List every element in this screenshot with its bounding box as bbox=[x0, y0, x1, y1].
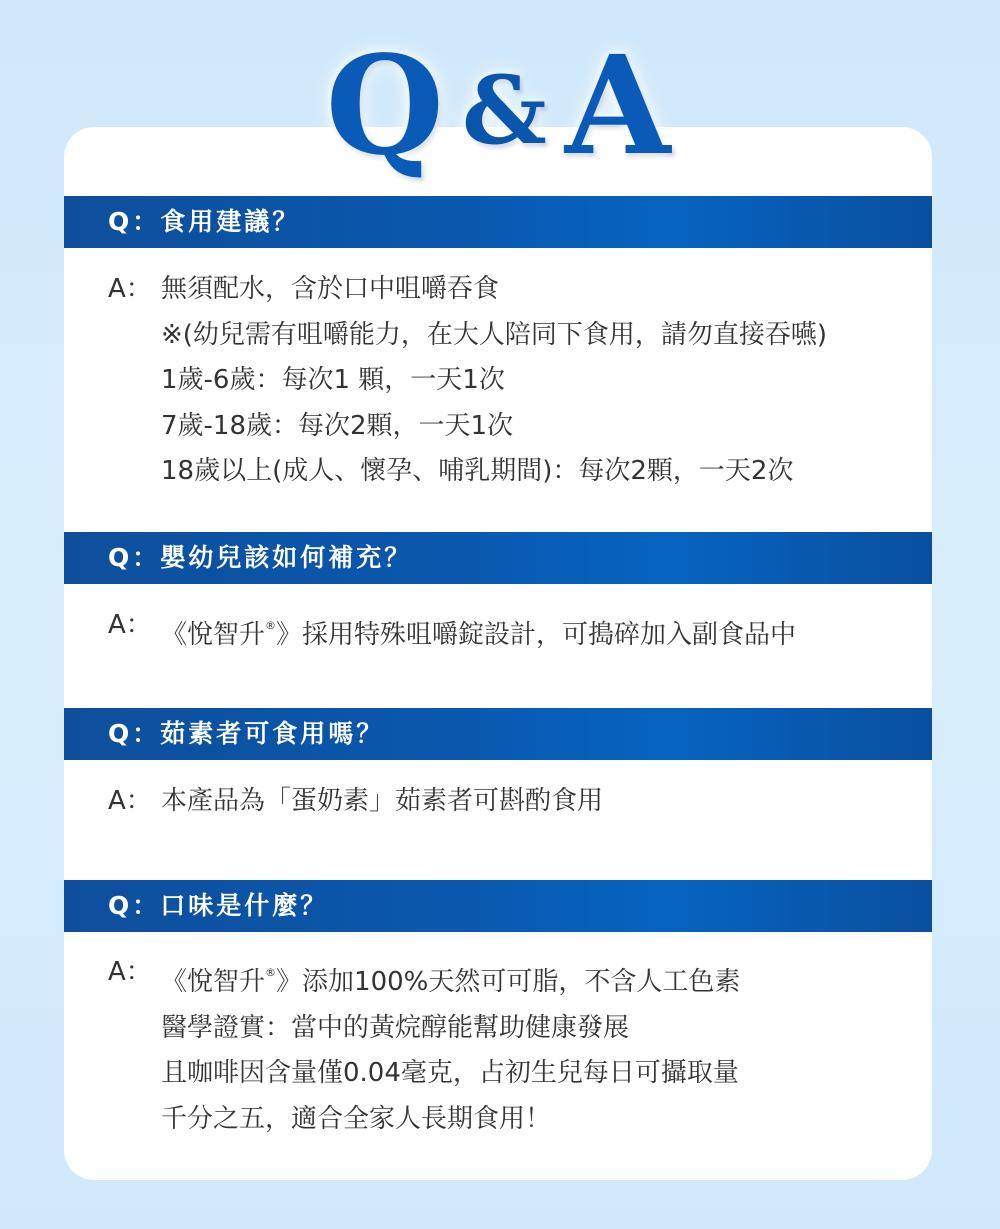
answer-line bbox=[161, 950, 740, 1006]
title-a: A bbox=[564, 26, 675, 186]
question-bar-infant: Q：嬰幼兒該如何補充？ bbox=[64, 532, 932, 584]
answer-prefix: A： bbox=[108, 274, 152, 304]
answer-line: 1歲-6歲：每次1 顆，一天1次 bbox=[161, 365, 505, 396]
answer-line: 無須配水，含於口中咀嚼吞食 bbox=[161, 274, 500, 304]
answer-line: 本產品為「蛋奶素」茹素者可斟酌食用 bbox=[161, 786, 604, 816]
answer-text: 添加100%天然可可脂，不含人工色素 bbox=[302, 967, 741, 997]
question-bar-vegetarian: Q：茹素者可食用嗎？ bbox=[64, 708, 932, 760]
title-ampersand: & bbox=[462, 56, 551, 166]
answer-line bbox=[161, 603, 796, 659]
answer-line: 7歲-18歲：每次2顆，一天1次 bbox=[161, 410, 514, 441]
answer-line: ※(幼兒需有咀嚼能力，在大人陪同下食用，請勿直接吞嚥) bbox=[161, 319, 828, 350]
brand-close: 》 bbox=[276, 967, 303, 997]
answer-line: 醫學證實：當中的黃烷醇能幫助健康發展 bbox=[161, 1012, 630, 1043]
answer-prefix: A： bbox=[108, 786, 152, 816]
title-q: Q bbox=[325, 26, 449, 186]
brand-name: 《悅智升 bbox=[161, 967, 266, 997]
brand-name: 《悅智升 bbox=[161, 620, 266, 650]
registered-mark: ® bbox=[265, 619, 277, 632]
brand-close: 》 bbox=[276, 620, 303, 650]
question-bar-usage: Q：食用建議？ bbox=[64, 196, 932, 248]
qa-title bbox=[0, 26, 1000, 191]
registered-mark: ® bbox=[265, 966, 277, 979]
answer-flavor bbox=[108, 950, 740, 1142]
answer-line: 且咖啡因含量僅0.04毫克，占初生兒每日可攝取量 bbox=[161, 1058, 739, 1089]
answer-vegetarian bbox=[108, 779, 603, 825]
answer-prefix: A： bbox=[108, 957, 152, 987]
answer-line: 千分之五，適合全家人長期食用！ bbox=[161, 1103, 552, 1134]
answer-text: 採用特殊咀嚼錠設計，可搗碎加入副食品中 bbox=[302, 620, 797, 650]
answer-infant bbox=[108, 603, 796, 659]
answer-usage bbox=[108, 267, 827, 495]
answer-prefix: A： bbox=[108, 610, 152, 640]
question-bar-flavor: Q：口味是什麼？ bbox=[64, 880, 932, 932]
answer-line: 18歲以上(成人、懷孕、哺乳期間)：每次2顆，一天2次 bbox=[161, 456, 794, 487]
